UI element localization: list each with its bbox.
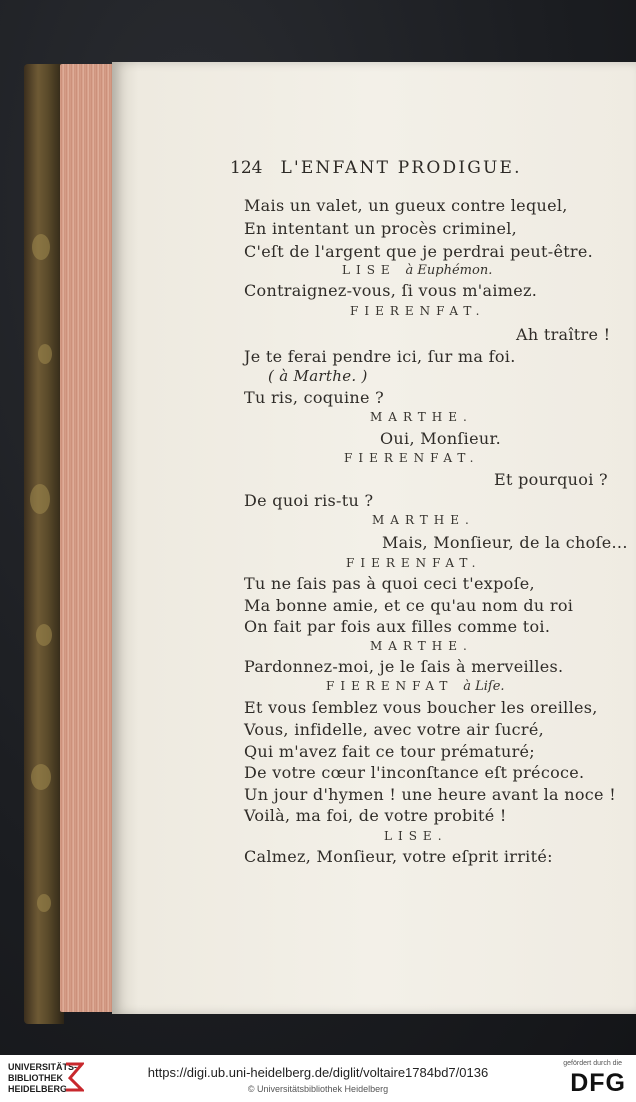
verse-line: De votre cœur l'inconſtance eſt précoce. bbox=[244, 763, 585, 782]
funding-note: gefördert durch die bbox=[563, 1060, 622, 1067]
copyright-note: © Universitätsbibliothek Heidelberg bbox=[247, 1084, 389, 1094]
speaker-name: LISE. bbox=[384, 829, 448, 843]
verse-line: Tu ris, coquine ? bbox=[244, 388, 385, 407]
verse-line: Ma bonne amie, et ce qu'au nom du roi bbox=[244, 596, 574, 615]
speaker-name: FIERENFAT. bbox=[344, 451, 480, 465]
verse-line: Mais, Monſieur, de la choſe... bbox=[382, 533, 628, 552]
verse-line: Contraignez-vous, ſi vous m'aimez. bbox=[244, 281, 538, 300]
verse-line: Vous, infidelle, avec votre air ſucré, bbox=[244, 720, 545, 739]
verse-line: Et pourquoi ? bbox=[494, 470, 608, 489]
verse-line: Calmez, Monſieur, votre eſprit irrité: bbox=[244, 847, 553, 866]
stage-direction: à Euphémon. bbox=[405, 263, 493, 278]
verse-line: Voilà, ma foi, de votre probité ! bbox=[244, 806, 507, 825]
verse-line: Mais un valet, un gueux contre lequel, bbox=[244, 196, 568, 215]
verse-line: En intentant un procès criminel, bbox=[244, 219, 518, 238]
speaker-name: FIERENFAT. bbox=[350, 304, 486, 318]
speaker-name: FIERENFAT bbox=[326, 679, 454, 693]
library-name-line: UNIVERSITÄTS- bbox=[8, 1062, 78, 1072]
running-header bbox=[230, 158, 522, 178]
viewer-footer bbox=[0, 1055, 636, 1102]
speaker-line bbox=[342, 263, 492, 278]
running-title: L'ENFANT PRODIGUE. bbox=[280, 158, 522, 178]
speaker-name: MARTHE. bbox=[370, 410, 473, 424]
verse-line: On fait par fois aux filles comme toi. bbox=[244, 617, 551, 636]
page-number: 124 bbox=[230, 158, 263, 178]
verse-line: Un jour d'hymen ! une heure avant la noce ! bbox=[244, 785, 616, 804]
verse-line: Oui, Monſieur. bbox=[380, 429, 502, 448]
speaker-name: MARTHE. bbox=[372, 513, 475, 527]
permalink-url[interactable]: https://digi.ub.uni-heidelberg.de/diglit/voltaire1784bd7/0136 bbox=[147, 1065, 489, 1080]
speaker-name: FIERENFAT. bbox=[346, 556, 482, 570]
verse-line: Qui m'avez fait ce tour prématuré; bbox=[244, 742, 535, 761]
verse-line: Et vous ſemblez vous boucher les oreilles, bbox=[244, 698, 598, 717]
speaker-name: LISE bbox=[342, 263, 396, 277]
verse-line: Tu ne ſais pas à quoi ceci t'expoſe, bbox=[244, 574, 535, 593]
stage-direction: ( à Marthe. ) bbox=[268, 367, 368, 385]
verse-line: Je te ferai pendre ici, ſur ma foi. bbox=[244, 347, 516, 366]
verse-line: Ah traître ! bbox=[516, 325, 611, 344]
library-name-line: BIBLIOTHEK bbox=[8, 1073, 63, 1083]
verse-line: C'eſt de l'argent que je perdrai peut-être. bbox=[244, 242, 594, 261]
book-cover bbox=[24, 64, 64, 1024]
stage-direction: à Liſe. bbox=[463, 679, 505, 694]
verse-line: Pardonnez-moi, je le ſais à merveilles. bbox=[244, 657, 564, 676]
verse-line: De quoi ris-tu ? bbox=[244, 491, 374, 510]
dfg-logo: DFG bbox=[570, 1069, 626, 1097]
library-name-line: HEIDELBERG bbox=[8, 1084, 68, 1094]
page-edges bbox=[60, 64, 115, 1012]
speaker-name: MARTHE. bbox=[370, 639, 473, 653]
speaker-line bbox=[326, 679, 505, 694]
